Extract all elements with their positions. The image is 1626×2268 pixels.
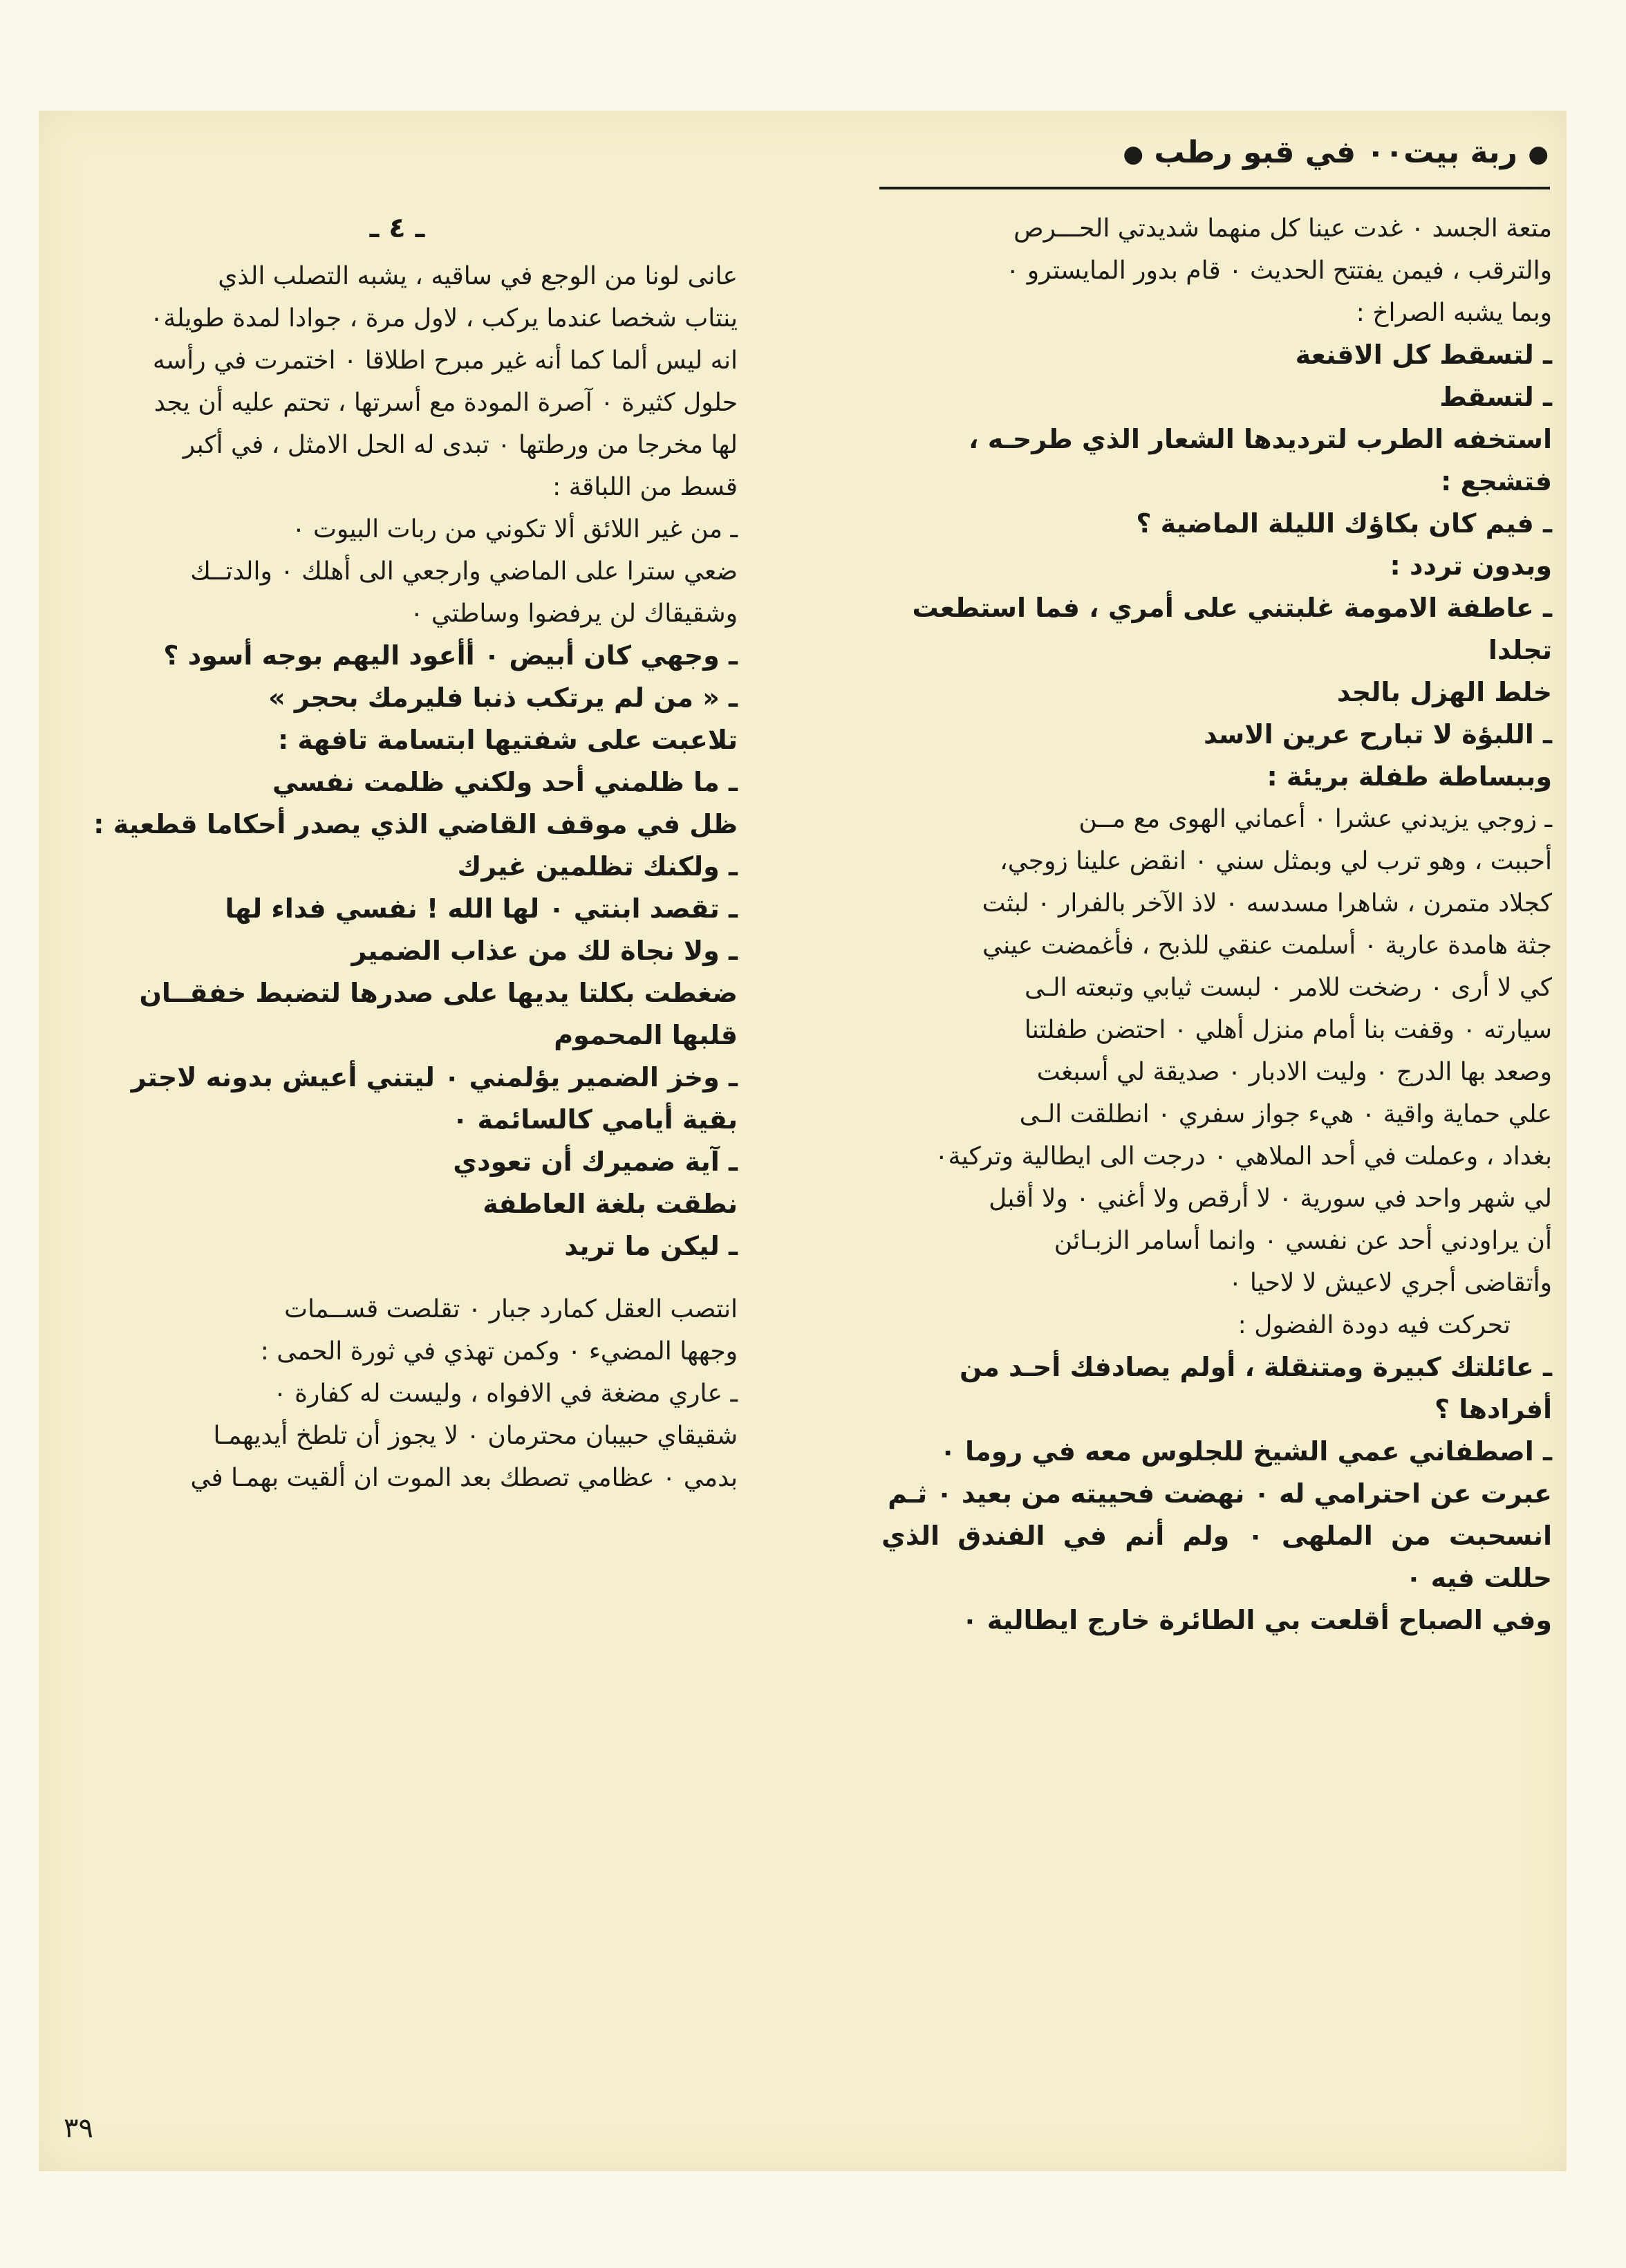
page-number: ٣٩ <box>64 2112 93 2144</box>
text-line: ـ زوجي يزيدني عشرا ٠ أعماني الهوى مع مــن <box>1078 805 1552 833</box>
text-line: لي شهر واحد في سورية ٠ لا أرقص ولا أغني ٠ ولا أقبل <box>989 1184 1552 1213</box>
text-line: نطقت بلغة العاطفة <box>483 1189 738 1219</box>
text-line: لها مخرجا من ورطتها ٠ تبدى له الحل الامثل ، في أكبر <box>183 431 738 459</box>
text-line: فتشجع : <box>1441 466 1552 496</box>
text-line: ـ فيم كان بكاؤك الليلة الماضية ؟ <box>1136 508 1552 539</box>
text-line: ضعي سترا على الماضي وارجعي الى أهلك ٠ والدتــك <box>190 557 738 586</box>
text-line: ـ لتسقط كل الاقنعة <box>1295 340 1552 370</box>
text-line: انسحبت من الملهى ٠ ولم أنم في الفندق الذي حللت فيه ٠ <box>881 1521 1553 1593</box>
text-line: ظل في موقف القاضي الذي يصدر أحكاما قطعية : <box>93 809 738 839</box>
text-line: وصعد بها الدرج ٠ وليت الادبار ٠ صديقة لي أسبغت <box>1036 1058 1552 1086</box>
left-column <box>57 207 738 1499</box>
text-line: وببساطة طفلة بريئة : <box>1267 761 1552 792</box>
text-line: كي لا أرى ٠ رضخت للامر ٠ لبست ثيابي وتبعته الـى <box>1024 974 1552 1002</box>
text-line: عانى لونا من الوجع في ساقيه ، يشبه التصلب الذي <box>218 262 738 290</box>
text-line: وبما يشبه الصراخ : <box>1356 299 1552 327</box>
text-line: تلاعبت على شفتيها ابتسامة تافهة : <box>277 725 738 755</box>
bullet-icon: ● <box>1528 140 1549 168</box>
text-line: وجهها المضيء ٠ وكمن تهذي في ثورة الحمى : <box>260 1337 738 1366</box>
text-line: وشقيقاك لن يرفضوا وساطتي ٠ <box>410 599 738 628</box>
text-line: والترقب ، فيمن يفتتح الحديث ٠ قام بدور المايسترو ٠ <box>1005 257 1552 285</box>
text-line: استخفه الطرب لترديدها الشعار الذي طرحـه ، <box>969 424 1552 454</box>
text-line: أفرادها ؟ <box>1435 1394 1552 1424</box>
text-line: بقية أيامي كالسائمة ٠ <box>452 1104 738 1135</box>
text-line: انتصب العقل كمارد جبار ٠ تقلصت قســمات <box>284 1295 738 1323</box>
text-line: ـ عاري مضغة في الافواه ، وليست له كفارة ٠ <box>273 1379 738 1408</box>
text-line: ـ عاطفة الامومة غلبتني على أمري ، فما استطعت <box>912 593 1552 623</box>
text-line: ـ ما ظلمني أحد ولكني ظلمت نفسي <box>272 767 738 797</box>
bullet-icon: ● <box>1123 140 1144 168</box>
text-line: ـ ليكن ما تريد <box>564 1231 738 1261</box>
text-line: خلط الهزل بالجد <box>1336 677 1552 707</box>
text-line: عبرت عن احترامي له ٠ نهضت فحييته من بعيد ٠ ثـم <box>888 1478 1552 1509</box>
text-line: وفي الصباح أقلعت بي الطائرة خارج ايطالية ٠ <box>962 1605 1552 1635</box>
text-line: أحببت ، وهو ترب لي وبمثل سني ٠ انقض علينا زوجي، <box>1000 847 1552 875</box>
text-line: وبدون تردد : <box>1390 550 1552 581</box>
text-line: قسط من اللباقة : <box>552 473 738 501</box>
running-header <box>1123 135 1549 183</box>
text-line: بغداد ، وعملت في أحد الملاهي ٠ درجت الى ايطالية وتركية٠ <box>935 1142 1552 1171</box>
text-line: حلول كثيرة ٠ آصرة المودة مع أسرتها ، تحتم عليه أن يجد <box>153 389 738 417</box>
text-line: ـ وخز الضمير يؤلمني ٠ ليتني أعيش بدونه لاجتر <box>131 1062 738 1093</box>
text-line: ضغطت بكلتا يديها على صدرها لتضبط خفقــان <box>139 978 738 1008</box>
header-title: ربة بيت٠٠ في قبو رطب <box>1154 135 1517 170</box>
text-line: ـ عائلتك كبيرة ومتنقلة ، أولم يصادفك أحـد من <box>960 1352 1552 1382</box>
left-column-body <box>57 255 738 1499</box>
text-line: بدمي ٠ عظامي تصطك بعد الموت ان ألقيت بهمـا في <box>190 1464 738 1492</box>
text-line: ـ ولكنك تظلمين غيرك <box>457 851 738 882</box>
text-line: ـ من غير اللائق ألا تكوني من ربات البيوت ٠ <box>292 515 738 543</box>
text-line: كجلاد متمرن ، شاهرا مسدسه ٠ لاذ الآخر بالفرار ٠ لبثت <box>982 889 1552 918</box>
text-line: شقيقاي حبيبان محترمان ٠ لا يجوز أن تلطخ أيديهمـا <box>213 1422 738 1450</box>
text-line: تحركت فيه دودة الفضول : <box>1237 1311 1511 1339</box>
header-rule <box>879 187 1550 189</box>
text-line: أن يراودني أحد عن نفسي ٠ وانما أسامر الزبـائن <box>1054 1227 1552 1255</box>
text-line: ـ اصطفاني عمي الشيخ للجلوس معه في روما ٠ <box>940 1436 1552 1467</box>
text-line: ـ وجهي كان أبيض ٠ أأعود اليهم بوجه أسود ؟ <box>163 640 738 671</box>
text-line: ـ ولا نجاة لك من عذاب الضمير <box>351 936 738 966</box>
text-line: تجلدا <box>1488 635 1552 665</box>
text-line: ـ آية ضميرك أن تعودي <box>453 1146 738 1177</box>
text-line: جثة هامدة عارية ٠ أسلمت عنقي للذبح ، فأغمضت عيني <box>982 931 1552 960</box>
text-line: وأتقاضى أجري لاعيش لا لاحيا ٠ <box>1228 1269 1552 1297</box>
section-number: ـ ٤ ـ <box>369 212 425 244</box>
text-line: علي حماية واقية ٠ هيء جواز سفري ٠ انطلقت الـى <box>1019 1100 1552 1128</box>
text-line: ينتاب شخصا عندما يركب ، لاول مرة ، جوادا لمدة طويلة٠ <box>149 304 738 333</box>
text-line: ـ تقصد ابنتي ٠ لها الله ! نفسي فداء لها <box>225 893 738 924</box>
right-column <box>881 207 1552 1642</box>
text-line: سيارته ٠ وقفت بنا أمام منزل أهلي ٠ احتضن طفلتنا <box>1024 1016 1552 1044</box>
text-line: متعة الجسد ٠ غدت عينا كل منهما شديدتي الحـــرص <box>1013 214 1552 243</box>
paragraph-gap <box>57 1267 738 1288</box>
text-line: ـ لتسقط <box>1439 382 1552 412</box>
text-line: قلبها المحموم <box>554 1020 738 1050</box>
text-line: انه ليس ألما كما أنه غير مبرح اطلاقا ٠ اختمرت في رأسه <box>152 346 738 375</box>
text-line: ـ اللبؤة لا تبارح عرين الاسد <box>1203 719 1552 750</box>
text-line: ـ « من لم يرتكب ذنبا فليرمك بحجر » <box>268 682 738 713</box>
